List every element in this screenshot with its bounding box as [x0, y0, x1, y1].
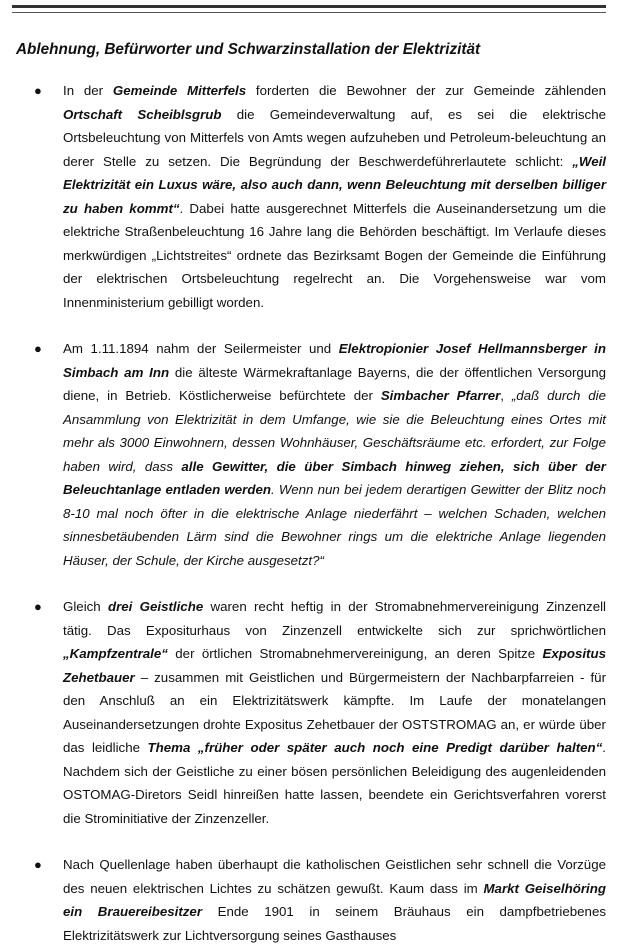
bullet-icon: ●	[34, 83, 42, 98]
list-item	[0, 853, 606, 947]
top-rule-thin	[12, 12, 606, 13]
paragraph-text: Ende 1901 in seinem Bräuhaus ein dampfbetriebenes Elektrizitätswerk zur Lichtversorgung seines Gasthauses	[63, 904, 606, 943]
list-item	[0, 79, 606, 314]
paragraph-text: Am 1.11.1894 nahm der Seilermeister und	[63, 341, 339, 356]
list-item	[0, 595, 606, 830]
emphasis-text: alle Gewitter, die über Simbach hinweg ziehen, sich über der Beleuchtanlage entladen werden	[63, 458, 606, 497]
list-item	[0, 337, 606, 572]
top-rule-thick	[12, 5, 606, 8]
paragraph-text: – zusammen mit Geistlichen und Bürgermeistern der Nachbarpfarreien - für den Anschluß an ein Elektrizitätswerk kämpfte. Im Laufe der monatelangen Auseinandersetzungen drohte Expositus Zehetbauer der OSTSTROMAG an, er würde über das leidliche	[63, 669, 606, 755]
paragraph-text: Gleich	[63, 599, 108, 614]
paragraph-text: forderten die Bewohner der zur Gemeinde zählenden	[246, 83, 606, 98]
paragraph-text: der örtlichen Stromabnehmervereinigung, an deren Spitze	[167, 646, 543, 661]
paragraph-text: . Nachdem sich der Geistliche zu einer bösen persönlichen Beleidigung des augenleidenden OSTOMAG-Diretors Seidl hinreißen hatte lassen, beendete ein Gerichtsverfahren vorerst die Strominitiative der Zinzenzeller.	[63, 740, 606, 826]
emphasis-text: Markt Geiselhöring ein Brauereibesitzer	[63, 880, 606, 919]
paragraph-text: waren recht heftig in der Stromabnehmervereinigung Zinzenzell tätig. Das Expositurhaus von Zinzenzell entwickelte sich zur sprichwörtlichen	[63, 599, 607, 638]
paragraph-text: die älteste Wärmekraftanlage Bayerns, die der öffentlichen Versorgung diene, in Betrieb. Köstlicherweise befürchtete der	[63, 364, 606, 403]
paragraph-text: Nach Quellenlage haben überhaupt die katholischen Geistlichen sehr schnell die Vorzüge des neuen elektrischen Lichtes zu schätzen gewußt. Kaum dass im	[63, 857, 606, 896]
section-heading: Ablehnung, Befürworter und Schwarzinstallation der Elektrizität	[16, 41, 481, 58]
emphasis-text: „daß durch die Ansammlung von Elektrizität in dem Umfange, wie sie die Beleuchtung eines Ortes mit mehr als 3000 Einwohnern, dessen Wohnhäuser, Geschäftsräume etc. erfordert, zur Folge haben wird, dass	[63, 388, 606, 474]
bullet-icon: ●	[34, 341, 42, 356]
emphasis-text: Simbacher Pfarrer	[380, 388, 501, 403]
bullet-list	[0, 79, 626, 947]
paragraph-text: In der	[63, 83, 113, 98]
paragraph-text: ,	[500, 388, 512, 403]
bullet-icon: ●	[34, 857, 42, 872]
emphasis-text: Gemeinde Mitterfels	[112, 83, 247, 98]
emphasis-text: Elektropionier Josef Hellmannsberger in Simbach am Inn	[63, 341, 606, 380]
emphasis-text: drei Geistliche	[107, 599, 204, 614]
emphasis-text: Expositus Zehetbauer	[63, 646, 606, 685]
emphasis-text: Thema „früher oder später auch noch eine Predigt darüber halten“	[147, 740, 603, 755]
bullet-icon: ●	[34, 599, 42, 614]
emphasis-text: Ortschaft Scheiblsgrub	[63, 106, 222, 122]
paragraph-text: die Gemeindeverwaltung auf, es sei die elektrische Ortsbeleuchtung von Mitterfels von Amts wegen aufzuheben und Petroleum-beleuchtung an derer Stelle zu setzen. Die Begründung der Beschwerdeführerlautete schlicht:	[63, 106, 606, 169]
paragraph-text: . Dabei hatte ausgerechnet Mitterfels die Auseinandersetzung um die elektriche Straßenbeleuchtung 16 Jahre lang die Behörden beschäftigt. Im Verlaufe dieses merkwürdigen „Lichtstreites“ ordnete das Bezirksamt Bogen der Gemeinde die Einführung der elektrischen Ortsbeleuchtung regelrecht an. Die Vorgehensweise war vom Innenministerium gebilligt worden.	[63, 200, 607, 310]
emphasis-text: „Kampfzentrale“	[63, 646, 168, 661]
emphasis-text: . Wenn nun bei jedem derartigen Gewitter der Blitz noch 8-10 mal noch öfter in die elektrische Anlage niederfährt – welchen Schaden, welchen sinnesbetäubenden Lärm sind die Bewohner rings um die elektriche Anlage liegenden Häuser, der Schule, der Kirche ausgesetzt?“	[63, 482, 606, 568]
emphasis-text: „Weil Elektrizität ein Luxus wäre, also auch dann, wenn Beleuchtung mit derselben billiger zu haben kommt“	[63, 153, 606, 216]
